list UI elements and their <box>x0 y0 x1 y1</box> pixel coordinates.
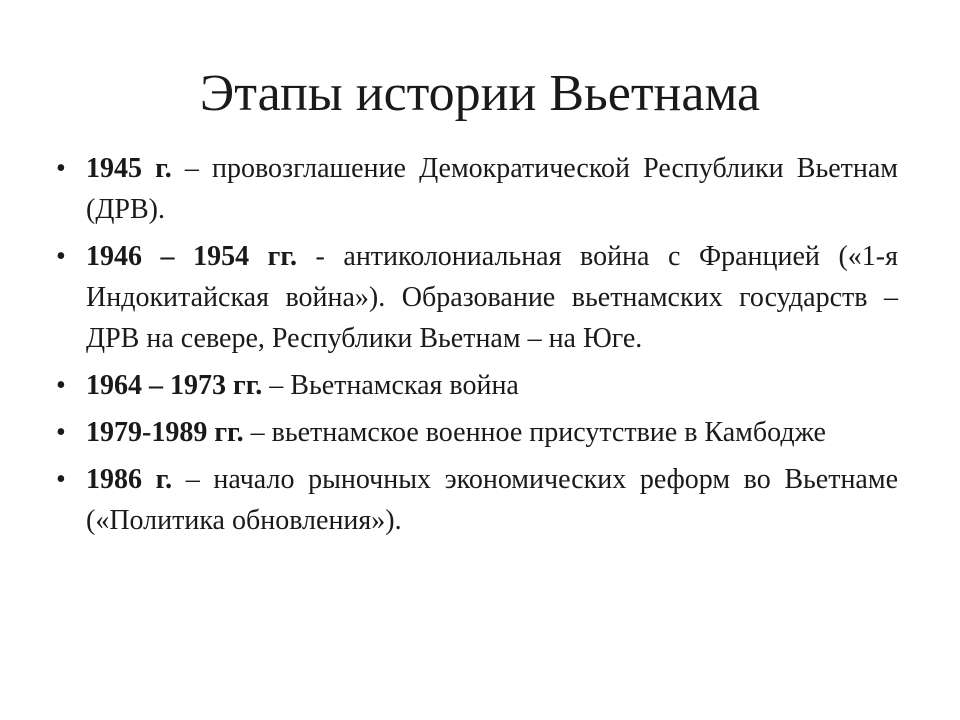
bullet-dot-icon: • <box>56 417 66 448</box>
bullet-item-1946-1954 <box>56 236 898 359</box>
bullet-text: – вьетнамское военное присутствие в Камбодже <box>243 417 826 448</box>
bullet-dot-icon: • <box>56 464 66 495</box>
bullet-item-1945 <box>56 148 898 230</box>
bullet-text: - антиколониальная война с Францией («1-я Индокитайская война»). Образование вьетнамских государств – ДРВ на севере, Республики Вьетнам – на Юге. <box>86 241 898 354</box>
bullet-dot-icon: • <box>56 153 66 184</box>
bullet-item-1964-1973 <box>56 365 898 406</box>
bullet-item-1979-1989 <box>56 412 898 453</box>
bullet-date: 1979-1989 гг. <box>86 417 244 448</box>
bullet-dot-icon: • <box>56 241 66 272</box>
bullet-date: 1964 – 1973 гг. <box>86 370 263 401</box>
bullet-date: 1946 – 1954 гг. <box>86 241 297 272</box>
slide-title: Этапы истории Вьетнама <box>199 65 761 122</box>
bullet-item-1986 <box>56 459 898 541</box>
bullet-text: – Вьетнамская война <box>262 370 519 401</box>
bullet-text: – провозглашение Демократической Республики Вьетнам (ДРВ). <box>86 153 899 225</box>
bullet-date: 1986 г. <box>86 464 173 495</box>
bullet-dot-icon: • <box>56 370 66 401</box>
bullet-list <box>56 148 898 547</box>
bullet-date: 1945 г. <box>86 153 172 184</box>
bullet-text: – начало рыночных экономических реформ во Вьетнаме («Политика обновления»). <box>86 464 898 536</box>
